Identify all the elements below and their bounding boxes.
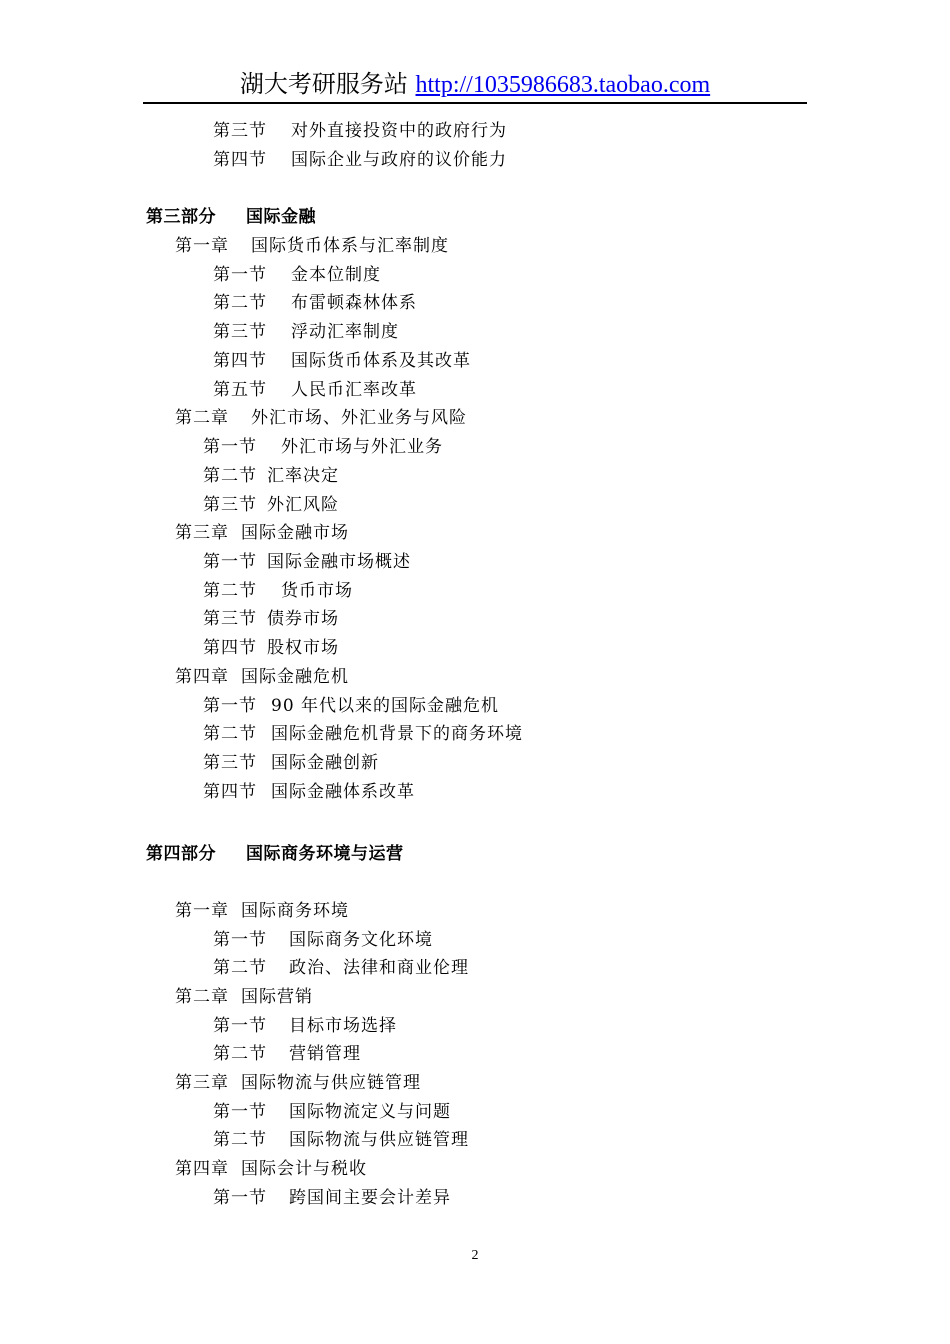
- toc-section-line: [213, 379, 417, 401]
- toc-chapter-line: [175, 407, 467, 429]
- toc-section-title: 国际金融危机背景下的商务环境: [271, 724, 523, 744]
- toc-chapter-line: [175, 235, 449, 257]
- toc-part-title: 国际金融: [246, 207, 316, 227]
- toc-section-title: 营销管理: [289, 1044, 361, 1064]
- toc-chapter-label: 第一章: [175, 901, 229, 921]
- toc-part-title: 国际商务环境与运营: [246, 844, 404, 864]
- toc-section-title: 金本位制度: [291, 265, 381, 285]
- toc-section-label: 第四节: [203, 782, 257, 802]
- toc-section-label: 第二节: [213, 958, 267, 978]
- toc-section-label: 第三节: [203, 495, 257, 515]
- toc-part-line: [146, 843, 404, 865]
- toc-section-title: 国际物流与供应链管理: [289, 1130, 469, 1150]
- toc-section-title: 股权市场: [267, 638, 339, 658]
- toc-section-label: 第三节: [213, 121, 267, 141]
- toc-section-line: [213, 1129, 469, 1151]
- toc-section-title: 政治、法律和商业伦理: [289, 958, 469, 978]
- toc-section-title: 90 年代以来的国际金融危机: [271, 696, 500, 716]
- toc-section-label: 第二节: [213, 293, 267, 313]
- toc-chapter-line: [175, 666, 349, 688]
- toc-section-title: 货币市场: [281, 581, 353, 601]
- toc-section-title: 国际物流定义与问题: [289, 1102, 451, 1122]
- toc-section-line: [203, 695, 499, 717]
- toc-section-title: 国际金融体系改革: [271, 782, 415, 802]
- toc-section-label: 第四节: [213, 351, 267, 371]
- toc-section-title: 跨国间主要会计差异: [289, 1188, 451, 1208]
- toc-chapter-line: [175, 900, 349, 922]
- toc-section-label: 第三节: [213, 322, 267, 342]
- toc-chapter-title: 国际金融危机: [241, 667, 349, 687]
- toc-chapter-label: 第二章: [175, 987, 229, 1007]
- toc-section-label: 第三节: [203, 609, 257, 629]
- toc-section-label: 第一节: [213, 265, 267, 285]
- toc-section-line: [203, 781, 415, 803]
- toc-chapter-label: 第三章: [175, 1073, 229, 1093]
- toc-section-label: 第三节: [203, 753, 257, 773]
- toc-section-label: 第四节: [213, 150, 267, 170]
- toc-section-label: 第一节: [213, 1016, 267, 1036]
- toc-section-line: [203, 608, 339, 630]
- toc-section-label: 第一节: [213, 1188, 267, 1208]
- toc-section-label: 第二节: [213, 1044, 267, 1064]
- toc-section-title: 浮动汇率制度: [291, 322, 399, 342]
- toc-section-title: 人民币汇率改革: [291, 380, 417, 400]
- toc-section-line: [203, 436, 443, 458]
- toc-section-title: 国际金融市场概述: [267, 552, 411, 572]
- toc-chapter-label: 第三章: [175, 523, 229, 543]
- toc-section-line: [213, 321, 399, 343]
- toc-section-title: 债券市场: [267, 609, 339, 629]
- toc-chapter-line: [175, 986, 313, 1008]
- toc-chapter-title: 国际营销: [241, 987, 313, 1007]
- toc-section-line: [213, 1015, 397, 1037]
- toc-section-title: 国际金融创新: [271, 753, 379, 773]
- toc-section-label: 第一节: [203, 437, 257, 457]
- toc-chapter-line: [175, 1158, 367, 1180]
- site-name: 湖大考研服务站: [239, 70, 408, 98]
- page-number: 2: [471, 1248, 479, 1263]
- toc-section-line: [213, 292, 417, 314]
- toc-section-label: 第二节: [213, 1130, 267, 1150]
- toc-section-label: 第五节: [213, 380, 267, 400]
- toc-section-line: [203, 465, 339, 487]
- toc-section-title: 国际货币体系及其改革: [291, 351, 471, 371]
- toc-section-title: 外汇风险: [267, 495, 339, 515]
- toc-section-title: 外汇市场与外汇业务: [281, 437, 443, 457]
- toc-chapter-title: 国际物流与供应链管理: [241, 1073, 421, 1093]
- toc-part-label: 第三部分: [146, 207, 216, 227]
- toc-section-label: 第一节: [213, 930, 267, 950]
- toc-chapter-title: 国际金融市场: [241, 523, 349, 543]
- toc-section-title: 国际商务文化环境: [289, 930, 433, 950]
- toc-chapter-title: 国际会计与税收: [241, 1159, 367, 1179]
- toc-chapter-label: 第二章: [175, 408, 229, 428]
- toc-section-line: [203, 580, 353, 602]
- toc-section-label: 第一节: [203, 696, 257, 716]
- toc-section-label: 第一节: [213, 1102, 267, 1122]
- toc-chapter-label: 第四章: [175, 667, 229, 687]
- toc-section-line: [213, 929, 433, 951]
- toc-part-line: [146, 206, 316, 228]
- toc-section-title: 国际企业与政府的议价能力: [291, 150, 507, 170]
- toc-section-line: [213, 350, 471, 372]
- toc-section-title: 对外直接投资中的政府行为: [291, 121, 507, 141]
- toc-section-line: [213, 1043, 361, 1065]
- toc-section-label: 第二节: [203, 466, 257, 486]
- toc-chapter-title: 国际商务环境: [241, 901, 349, 921]
- toc-section-line: [203, 752, 379, 774]
- toc-chapter-line: [175, 1072, 421, 1094]
- toc-section-line: [203, 723, 523, 745]
- toc-section-label: 第二节: [203, 581, 257, 601]
- toc-section-line: [203, 637, 339, 659]
- toc-chapter-label: 第一章: [175, 236, 229, 256]
- toc-section-line: [213, 957, 469, 979]
- toc-section-title: 汇率决定: [267, 466, 339, 486]
- page-header: [0, 68, 950, 101]
- toc-section-title: 布雷顿森林体系: [291, 293, 417, 313]
- toc-section-line: [213, 149, 507, 171]
- header-rule: [143, 102, 807, 104]
- toc-part-label: 第四部分: [146, 844, 216, 864]
- toc-section-line: [203, 551, 411, 573]
- toc-section-line: [213, 120, 507, 142]
- toc-section-line: [203, 494, 339, 516]
- toc-section-label: 第二节: [203, 724, 257, 744]
- toc-section-label: 第一节: [203, 552, 257, 572]
- toc-chapter-line: [175, 522, 349, 544]
- toc-chapter-title: 国际货币体系与汇率制度: [251, 236, 449, 256]
- toc-chapter-label: 第四章: [175, 1159, 229, 1179]
- toc-chapter-title: 外汇市场、外汇业务与风险: [251, 408, 467, 428]
- toc-section-line: [213, 1101, 451, 1123]
- toc-section-label: 第四节: [203, 638, 257, 658]
- toc-section-title: 目标市场选择: [289, 1016, 397, 1036]
- store-link[interactable]: http://1035986683.taobao.com: [415, 72, 711, 98]
- toc-section-line: [213, 264, 381, 286]
- toc-section-line: [213, 1187, 451, 1209]
